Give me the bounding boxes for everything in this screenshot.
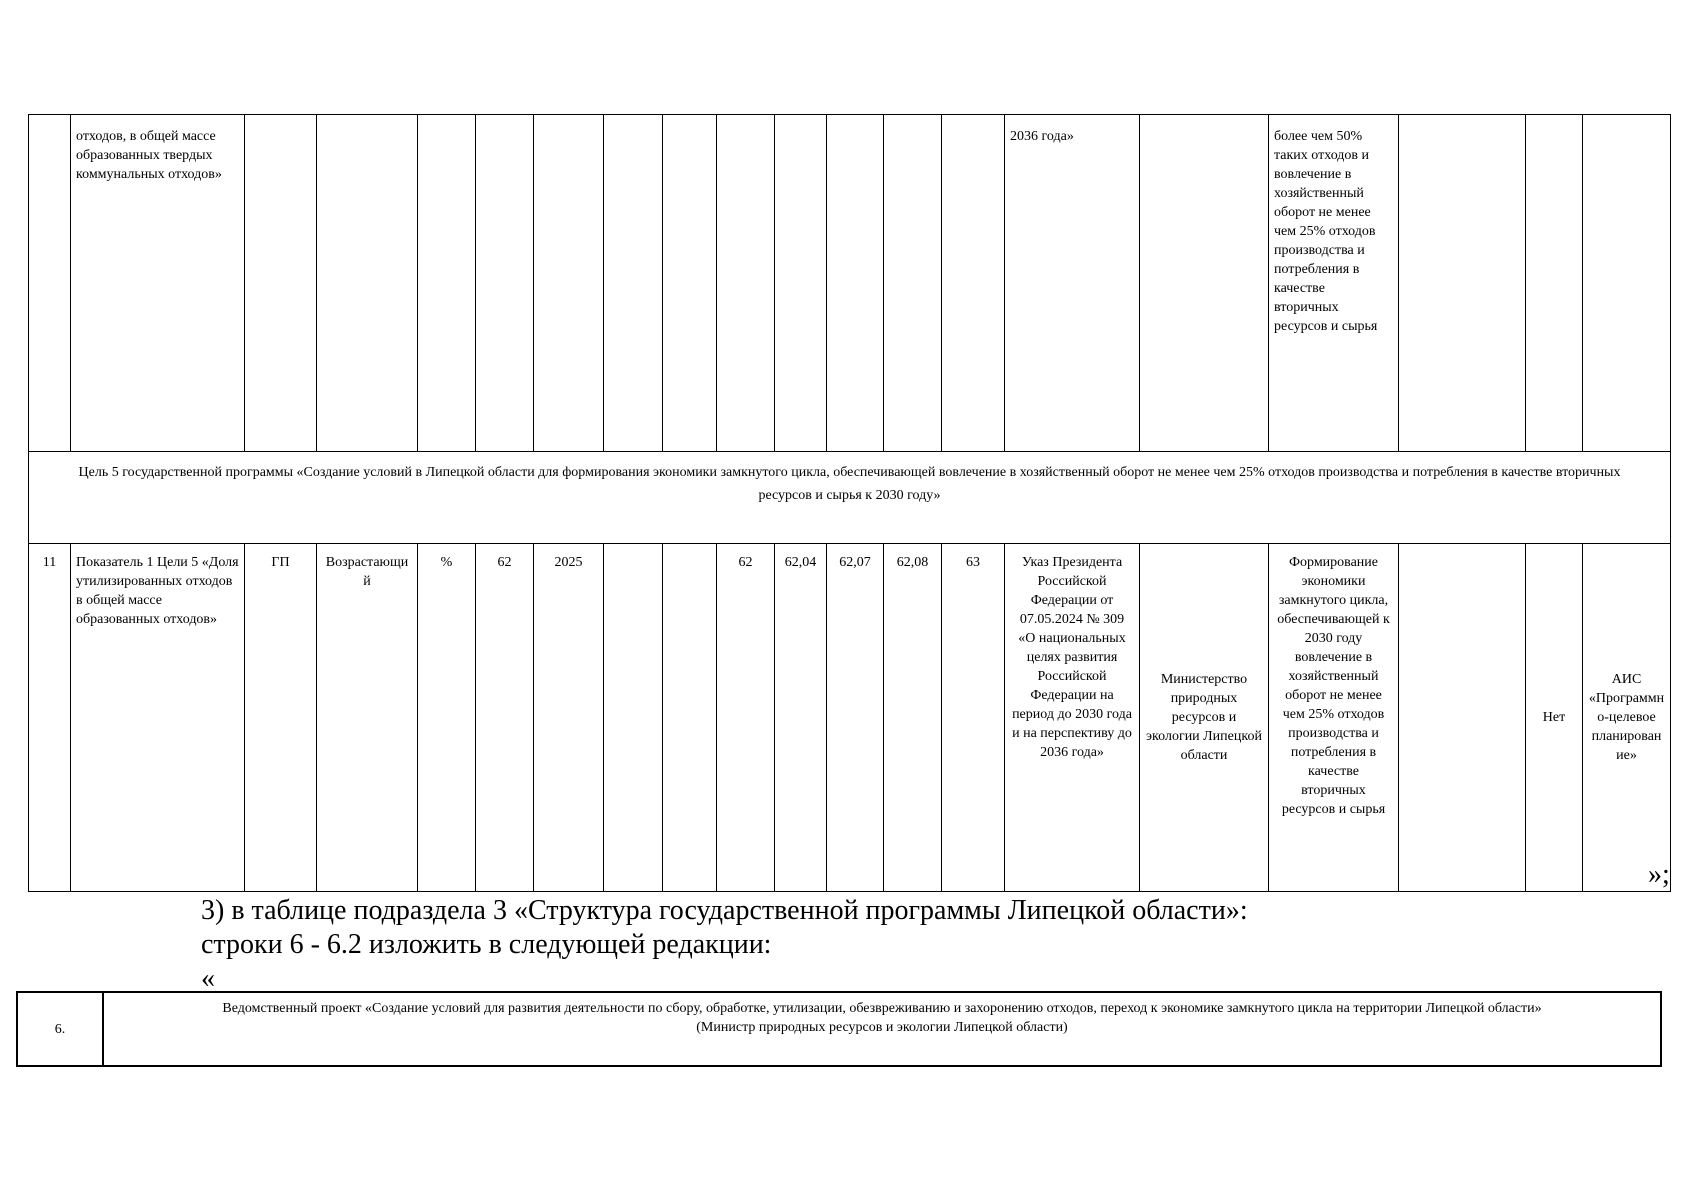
amendment-paragraph-3: 3) в таблице подраздела 3 «Структура государственной программы Липецкой области»: [201, 895, 1248, 926]
cell-num [29, 115, 71, 452]
cell-document: Указ Президента Российской Федерации от 07.05.2024 № 309 «О национальных целях развития Российской Федерации на период до 2030 года и на перспективу до 2036 года» [1005, 544, 1140, 892]
cell-unit [418, 115, 476, 452]
amendment-instruction: строки 6 - 6.2 изложить в следующей редакции: [201, 929, 772, 960]
cell-extra [1399, 544, 1526, 892]
cell-base-value [476, 115, 534, 452]
cell-direction: Возрастающий [317, 544, 418, 892]
cell-document: 2036 года» [1005, 115, 1140, 452]
cell-system: АИС «Программно-целевое планирование» [1583, 544, 1671, 892]
cell-value-2 [663, 544, 717, 892]
cell-value-5: 62,07 [827, 544, 884, 892]
cell-unit: % [418, 544, 476, 892]
cell-value-1 [604, 115, 663, 452]
cell-responsible: Министерство природных ресурсов и экологии Липецкой области [1140, 544, 1269, 892]
cell-base-value: 62 [476, 544, 534, 892]
cell-value-3 [717, 115, 775, 452]
cell-link: более чем 50% таких отходов и вовлечение в хозяйственный оборот не менее чем 25% отходов производства и потребления в качестве вторичных ресурсов и сырья [1269, 115, 1399, 452]
cell-value-2 [663, 115, 717, 452]
cell-value-6: 62,08 [884, 544, 942, 892]
table-row [29, 544, 1671, 892]
project-title: Ведомственный проект «Создание условий для развития деятельности по сбору, обработке, утилизации, обезвреживанию и захоронению отходов, переход к экономике замкнутого цикла на территории Липецкой области» [222, 1001, 1542, 1016]
project-owner: (Министр природных ресурсов и экологии Липецкой области) [696, 1020, 1068, 1035]
cell-indicator-name: отходов, в общей массе образованных твердых коммунальных отходов» [71, 115, 245, 452]
cell-row-number: 6. [17, 992, 103, 1066]
opening-quote: « [201, 963, 215, 994]
cell-project [103, 992, 1661, 1066]
cell-responsible [1140, 115, 1269, 452]
cell-value-4 [775, 115, 827, 452]
cell-value-7: 63 [942, 544, 1005, 892]
cell-type: ГП [245, 544, 317, 892]
table-row [29, 115, 1671, 452]
cell-flag: Нет [1526, 544, 1583, 892]
cell-link: Формирование экономики замкнутого цикла, обеспечивающей к 2030 году вовлечение в хозяйственный оборот не менее чем 25% отходов производства и потребления в качестве вторичных ресурсов и сырья [1269, 544, 1399, 892]
indicators-table [28, 114, 1671, 892]
goal-row [29, 452, 1671, 544]
cell-extra [1399, 115, 1526, 452]
table-row [17, 992, 1661, 1066]
cell-system [1583, 115, 1671, 452]
cell-type [245, 115, 317, 452]
cell-value-4: 62,04 [775, 544, 827, 892]
cell-value-3: 62 [717, 544, 775, 892]
cell-num: 11 [29, 544, 71, 892]
goal-text: Цель 5 государственной программы «Создание условий в Липецкой области для формирования экономики замкнутого цикла, обеспечивающей вовлечение в хозяйственный оборот не менее чем 25% отходов производства и потребления в качестве вторичных ресурсов и сырья к 2030 году» [29, 452, 1671, 544]
cell-value-1 [604, 544, 663, 892]
cell-flag [1526, 115, 1583, 452]
cell-direction [317, 115, 418, 452]
cell-value-6 [884, 115, 942, 452]
cell-value-7 [942, 115, 1005, 452]
structure-table [16, 991, 1662, 1067]
closing-quote: »; [1648, 859, 1670, 890]
cell-base-year [534, 115, 604, 452]
cell-indicator-name: Показатель 1 Цели 5 «Доля утилизированных отходов в общей массе образованных отходов» [71, 544, 245, 892]
cell-base-year: 2025 [534, 544, 604, 892]
cell-value-5 [827, 115, 884, 452]
